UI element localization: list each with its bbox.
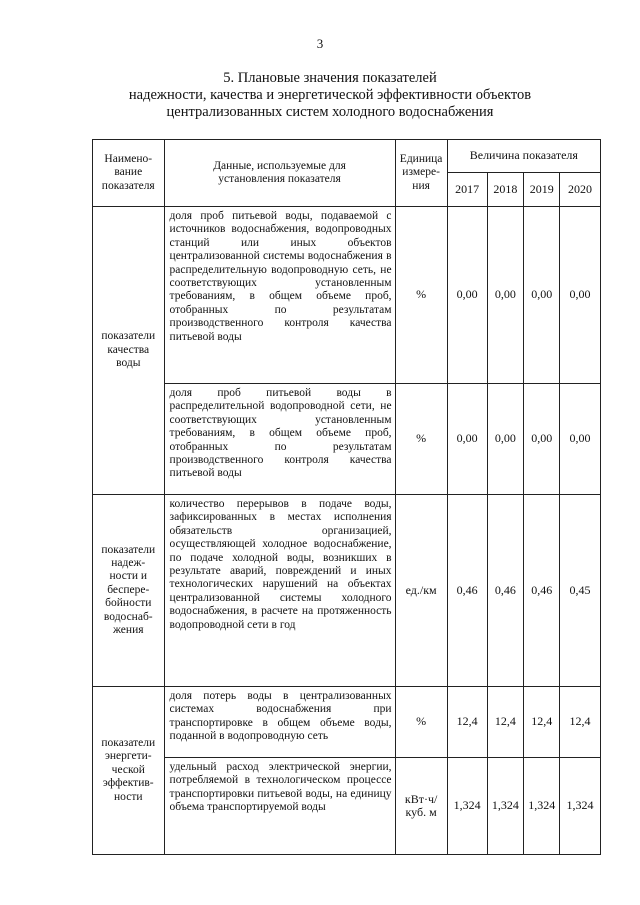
header-value: Величина показателя	[447, 140, 600, 173]
header-year: 2017	[447, 173, 487, 207]
row-unit: %	[395, 384, 447, 495]
header-name: Наимено- вание показателя	[93, 140, 165, 207]
row-value: 1,324	[487, 758, 524, 855]
row-unit: ед./км	[395, 495, 447, 687]
row-value: 12,4	[487, 687, 524, 758]
group-name-quality: показатели качества воды	[93, 207, 165, 495]
row-value: 0,00	[447, 207, 487, 384]
header-year: 2020	[560, 173, 601, 207]
table-row	[93, 687, 601, 758]
row-value: 12,4	[524, 687, 560, 758]
row-value: 0,46	[524, 495, 560, 687]
row-value: 0,00	[560, 384, 601, 495]
row-value: 0,00	[487, 384, 524, 495]
title-line-1: 5. Плановые значения показателей	[223, 70, 437, 86]
row-value: 0,46	[487, 495, 524, 687]
row-value: 0,46	[447, 495, 487, 687]
table-row	[93, 758, 601, 855]
row-description: доля проб питьевой воды в распределительной водопроводной сети, не соответствующих установленным требованиям, в общем объеме проб, отобранных по результатам производственного контроля качества питьевой воды	[164, 384, 395, 495]
indicators-table	[92, 139, 601, 855]
title-line-2: надежности, качества и энергетической эффективности объектов	[128, 87, 532, 103]
row-value: 0,00	[487, 207, 524, 384]
row-unit: кВт·ч/ куб. м	[395, 758, 447, 855]
table-row	[93, 384, 601, 495]
row-description: количество перерывов в подаче воды, зафиксированных в местах исполнения обязательств организацией, осуществляющей холодное водоснабжение, по подаче холодной воды, возникших в результате аварий, повреждений и иных технологических нарушений на объектах централизованной системы холодного водоснабжения, в расчете на протяженность водопроводной сети в год	[164, 495, 395, 687]
row-description: доля потерь воды в централизованных системах водоснабжения при транспортировке в общем объеме воды, поданной в водопроводную сеть	[164, 687, 395, 758]
table-row	[93, 207, 601, 384]
header-data: Данные, используемые для установления показателя	[164, 140, 395, 207]
row-value: 0,00	[560, 207, 601, 384]
group-name-energy: показатели энергети- ческой эффектив- ности	[93, 687, 165, 855]
row-value: 0,00	[524, 207, 560, 384]
header-unit: Единица измере- ния	[395, 140, 447, 207]
header-year: 2019	[524, 173, 560, 207]
row-value: 12,4	[560, 687, 601, 758]
row-unit: %	[395, 207, 447, 384]
header-year: 2018	[487, 173, 524, 207]
group-name-reliability: показатели надеж- ности и беспере- бойности водоснаб- жения	[93, 495, 165, 687]
row-value: 1,324	[447, 758, 487, 855]
row-value: 0,00	[524, 384, 560, 495]
page-number: 3	[316, 36, 324, 51]
row-description: удельный расход электрической энергии, потребляемой в технологическом процессе транспортировки питьевой воды, на единицу объема транспортируемой воды	[164, 758, 395, 855]
table-row	[93, 495, 601, 687]
title-line-3: централизованных систем холодного водоснабжения	[166, 104, 494, 120]
row-value: 1,324	[560, 758, 601, 855]
row-value: 1,324	[524, 758, 560, 855]
row-unit: %	[395, 687, 447, 758]
row-value: 12,4	[447, 687, 487, 758]
row-description: доля проб питьевой воды, подаваемой с источников водоснабжения, водопроводных станций или иных объектов централизованной системы водоснабжения в распределительную водопроводную сеть, не соответствующих установленным требованиям, в общем объеме проб, отобранных по результатам производственного контроля качества питьевой воды	[164, 207, 395, 384]
row-value: 0,45	[560, 495, 601, 687]
section-title	[60, 70, 600, 121]
row-value: 0,00	[447, 384, 487, 495]
